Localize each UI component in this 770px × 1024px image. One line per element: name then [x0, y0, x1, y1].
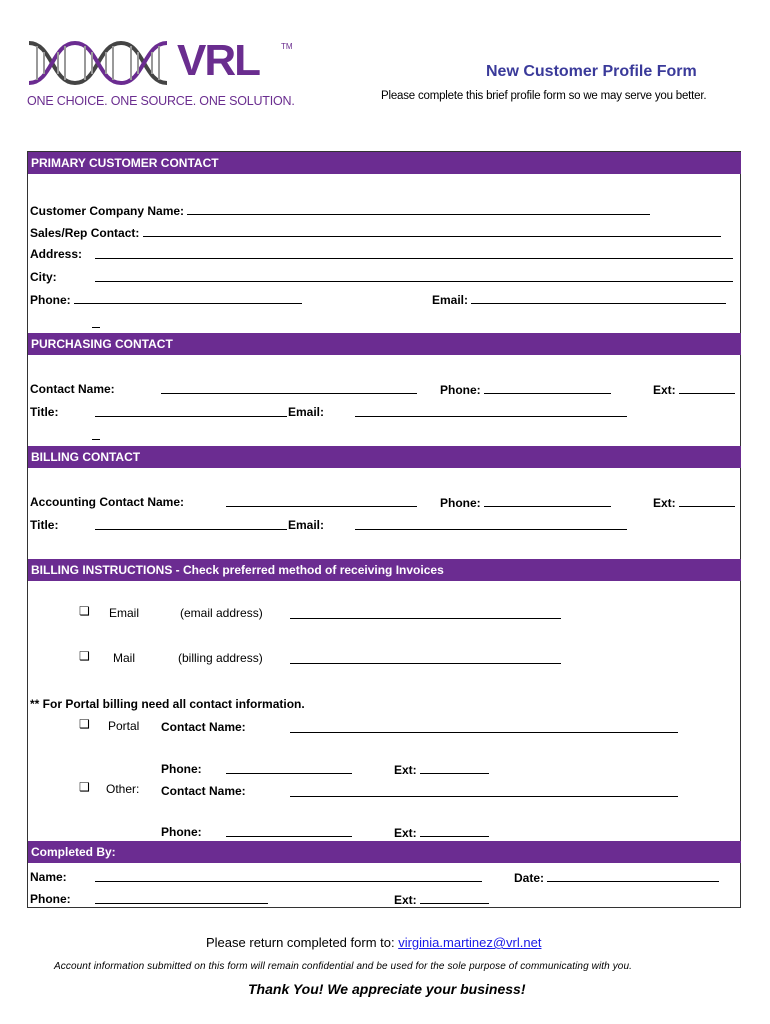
city-label: City: [30, 270, 57, 284]
return-email-link[interactable]: virginia.martinez@vrl.net [398, 935, 542, 950]
completed-date-field[interactable] [547, 870, 719, 882]
portal-note: ** For Portal billing need all contact information. [30, 697, 305, 711]
address-label: Address: [30, 247, 83, 261]
confidential-note: Account information submitted on this form will remain confidential and be used for the sole purpose of communicating with you. [54, 961, 632, 972]
portal-ext-row [394, 762, 489, 777]
billing-phone-label: Phone: [440, 496, 481, 510]
sales-rep-label: Sales/Rep Contact: [30, 226, 140, 240]
purchasing-ext-field[interactable] [679, 382, 735, 394]
mail-hint: (billing address) [178, 651, 263, 665]
portal-contact-label: Contact Name: [161, 720, 246, 734]
purchasing-email-field[interactable] [355, 405, 627, 417]
purchasing-phone-label: Phone: [440, 383, 481, 397]
billing-title-field[interactable] [95, 518, 287, 530]
other-ext-label: Ext: [394, 826, 417, 840]
other-checkbox[interactable]: ❑ [79, 780, 90, 794]
portal-phone-label: Phone: [161, 762, 202, 776]
portal-checkbox[interactable]: ❑ [79, 717, 90, 731]
return-line [206, 935, 541, 950]
trademark-mark: TM [281, 42, 293, 51]
other-ext-row [394, 825, 489, 840]
company-name-field[interactable] [187, 203, 650, 215]
billing-email-label: Email: [288, 518, 325, 532]
other-contact-label: Contact Name: [161, 784, 246, 798]
portal-ext-field[interactable] [420, 762, 489, 774]
stray-underline [92, 316, 100, 328]
dna-helix-icon [27, 38, 177, 88]
completed-name-field[interactable] [95, 870, 482, 882]
portal-option-label: Portal [108, 719, 140, 733]
purchasing-contact-bar: PURCHASING CONTACT [28, 333, 741, 355]
purchasing-email-label: Email: [288, 405, 325, 419]
billing-address-field[interactable] [290, 652, 561, 664]
purchasing-contact-field[interactable] [161, 382, 417, 394]
mail-checkbox[interactable]: ❑ [79, 649, 90, 663]
address-field[interactable] [95, 247, 733, 259]
portal-phone-field[interactable] [226, 762, 352, 774]
purchasing-title-field[interactable] [95, 405, 287, 417]
form-title: New Customer Profile Form [486, 63, 697, 80]
billing-phone-field[interactable] [484, 495, 611, 507]
primary-phone-row [30, 292, 302, 307]
logo-wordmark: VRL [177, 36, 259, 85]
primary-phone-label: Phone: [30, 293, 71, 307]
other-option-label: Other: [106, 782, 140, 796]
purchasing-ext-label: Ext: [653, 383, 676, 397]
completed-name-label: Name: [30, 870, 67, 884]
billing-ext-field[interactable] [679, 495, 735, 507]
primary-contact-bar: PRIMARY CUSTOMER CONTACT [28, 152, 741, 174]
portal-ext-label: Ext: [394, 763, 417, 777]
primary-email-field[interactable] [471, 292, 726, 304]
vrl-logo [27, 36, 297, 110]
thank-you-note: Thank You! We appreciate your business! [248, 981, 526, 997]
brand-slogan: ONE CHOICE. ONE SOURCE. ONE SOLUTION. [27, 94, 295, 108]
portal-contact-field[interactable] [290, 721, 678, 733]
completed-by-bar: Completed By: [28, 841, 741, 863]
billing-phone-row [440, 495, 611, 510]
billing-instructions-bar: BILLING INSTRUCTIONS - Check preferred method of receiving Invoices [28, 559, 741, 581]
billing-email-field[interactable] [355, 518, 627, 530]
other-contact-field[interactable] [290, 785, 678, 797]
mail-option-label: Mail [113, 651, 136, 665]
billing-title-label: Title: [30, 518, 59, 532]
completed-phone-field[interactable] [95, 892, 268, 904]
email-option-label: Email [109, 606, 140, 620]
other-phone-field[interactable] [226, 825, 352, 837]
billing-contact-label: Accounting Contact Name: [30, 495, 185, 509]
completed-ext-row [394, 892, 489, 907]
billing-contact-field[interactable] [226, 495, 417, 507]
city-field[interactable] [95, 270, 733, 282]
billing-ext-row [653, 495, 735, 510]
company-name-row [30, 203, 650, 218]
purchasing-contact-label: Contact Name: [30, 382, 115, 396]
purchasing-title-label: Title: [30, 405, 59, 419]
sales-rep-row [30, 225, 721, 240]
other-ext-field[interactable] [420, 825, 489, 837]
other-phone-label: Phone: [161, 825, 202, 839]
completed-date-row [514, 870, 719, 885]
email-hint: (email address) [180, 606, 263, 620]
email-address-field[interactable] [290, 607, 561, 619]
primary-email-row [432, 292, 726, 307]
purchasing-ext-row [653, 382, 735, 397]
billing-ext-label: Ext: [653, 496, 676, 510]
completed-date-label: Date: [514, 871, 545, 885]
completed-ext-field[interactable] [420, 892, 489, 904]
primary-phone-field[interactable] [74, 292, 302, 304]
sales-rep-field[interactable] [143, 225, 721, 237]
completed-ext-label: Ext: [394, 893, 417, 907]
return-text: Please return completed form to: [206, 935, 395, 950]
purchasing-phone-row [440, 382, 611, 397]
company-name-label: Customer Company Name: [30, 204, 185, 218]
completed-phone-label: Phone: [30, 892, 71, 906]
purchasing-phone-field[interactable] [484, 382, 611, 394]
form-subtitle: Please complete this brief profile form so we may serve you better. [381, 90, 707, 102]
email-checkbox[interactable]: ❏ [79, 604, 90, 618]
stray-underline [92, 428, 100, 440]
billing-contact-bar: BILLING CONTACT [28, 446, 741, 468]
primary-email-label: Email: [432, 293, 469, 307]
